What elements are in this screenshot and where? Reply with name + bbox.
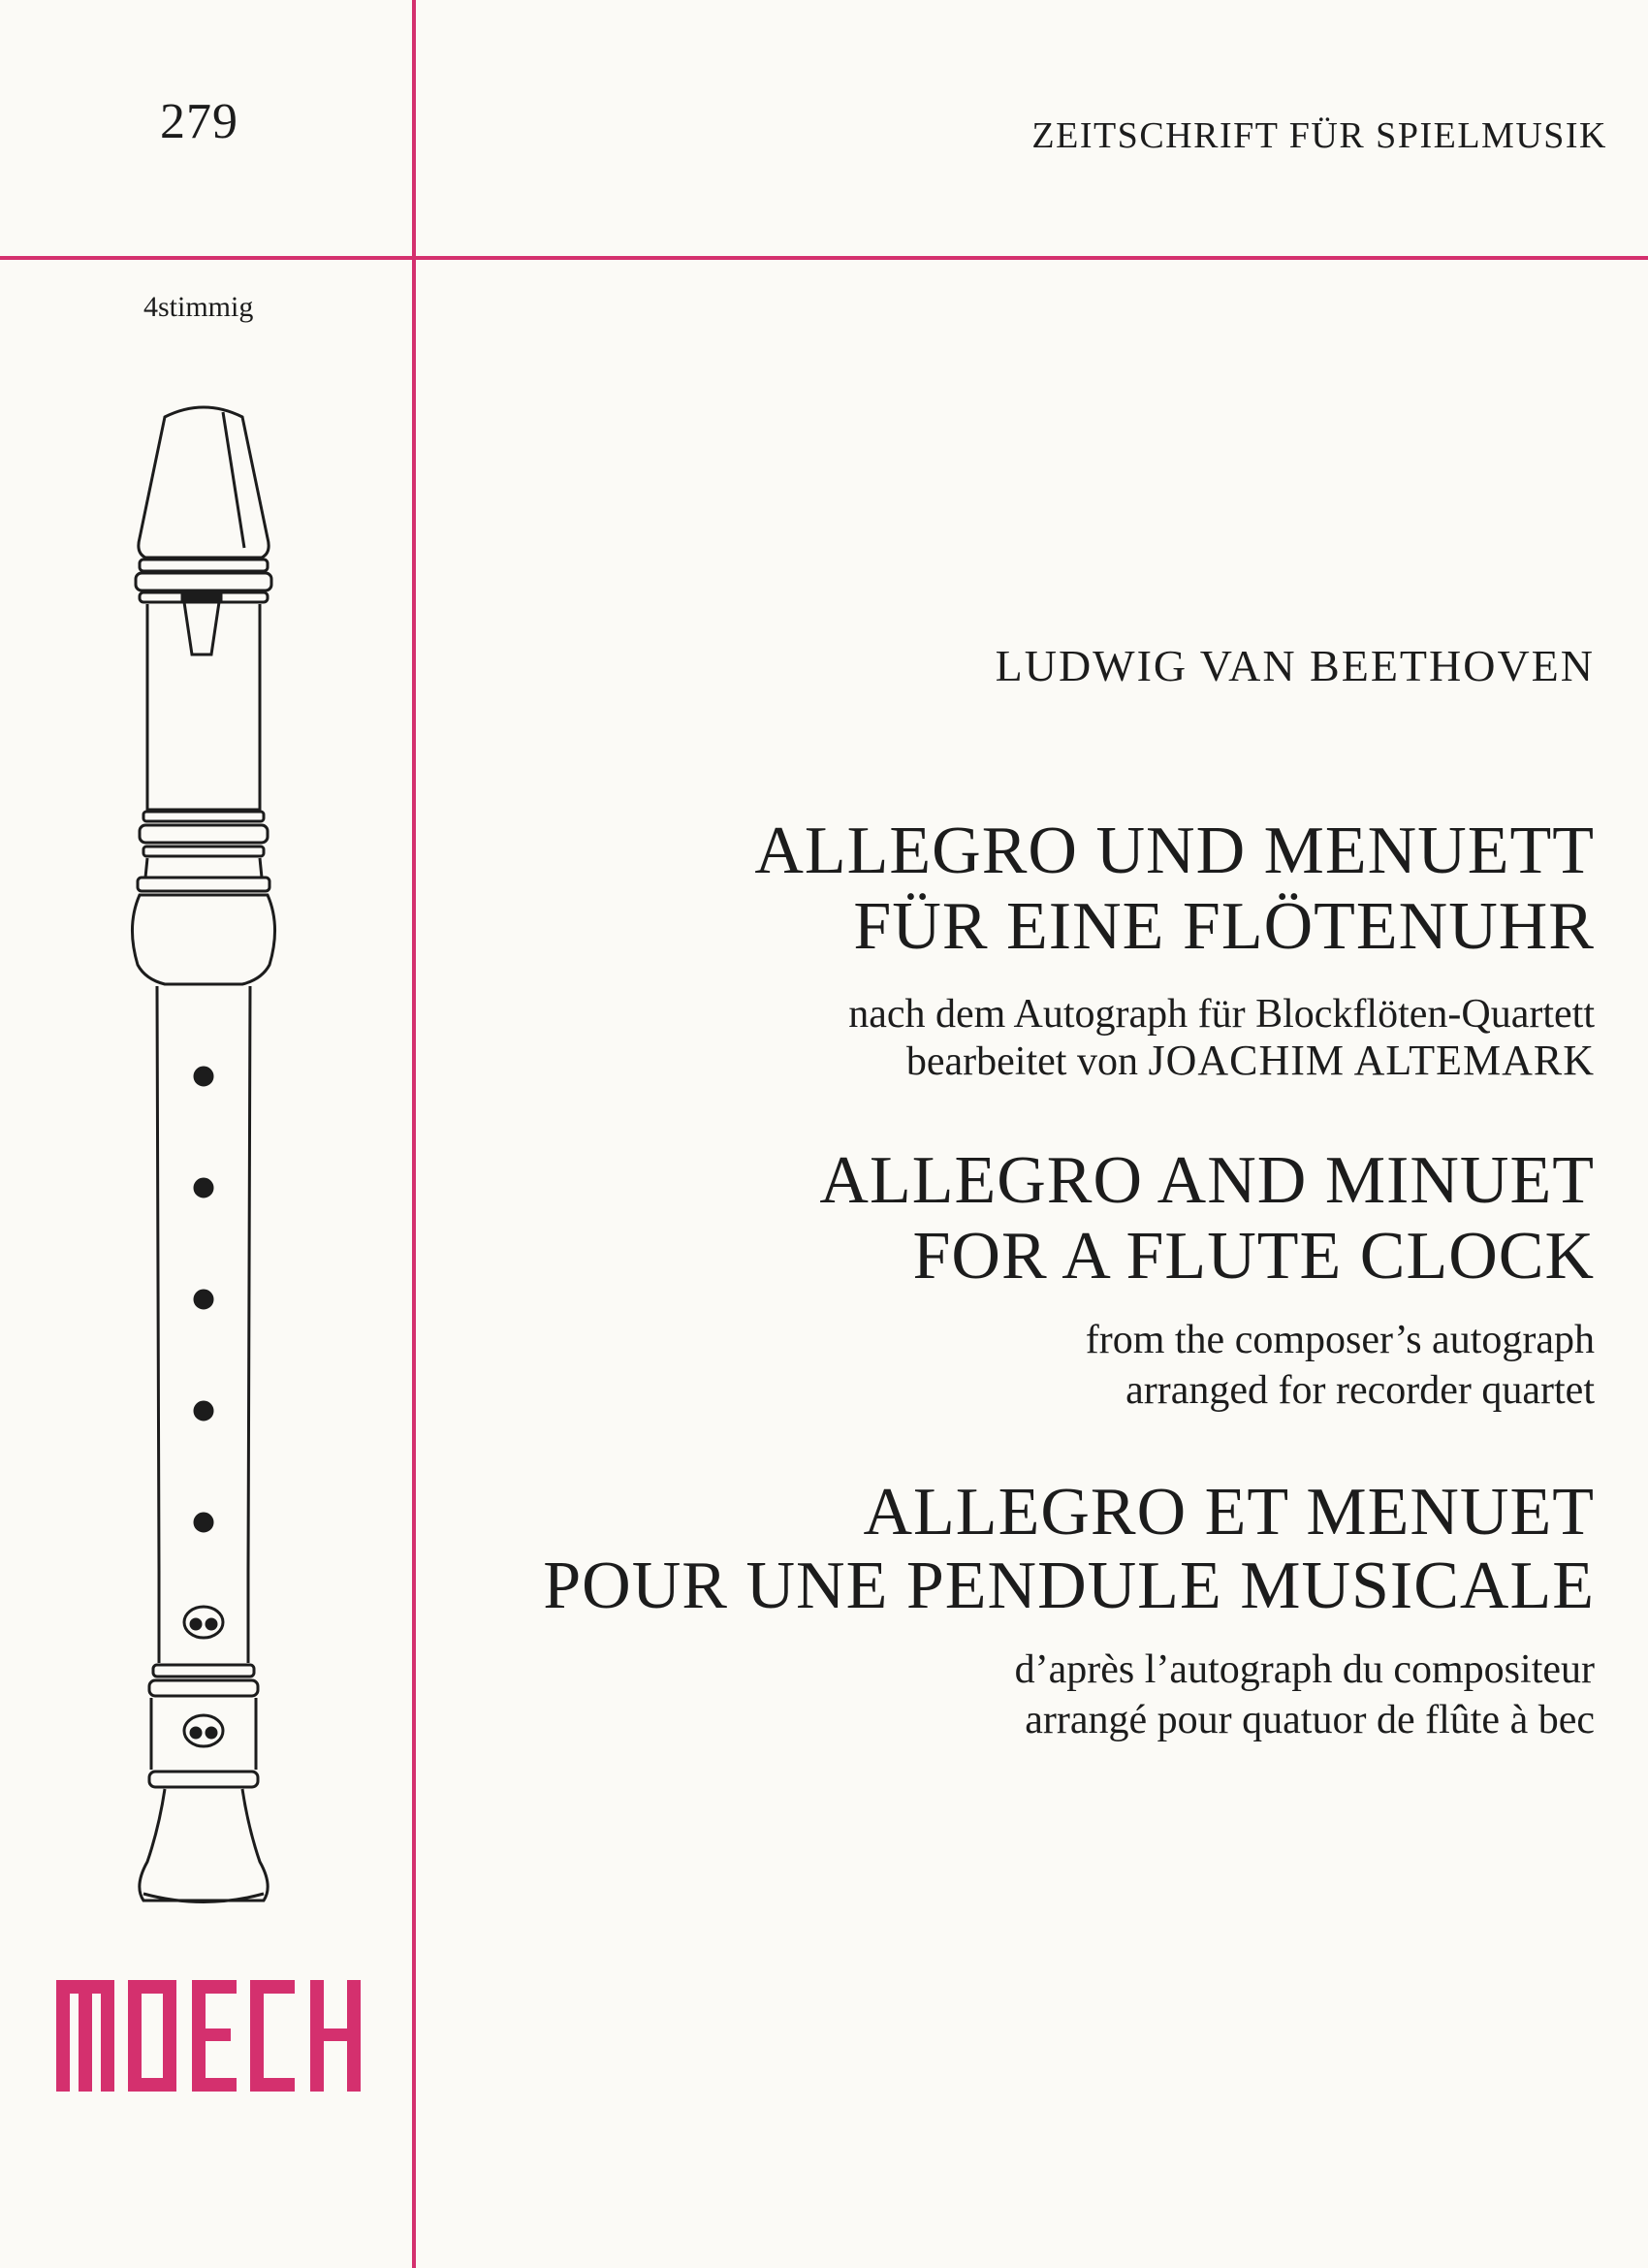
german-description-line1: nach dem Autograph für Blockflöten-Quartett xyxy=(848,992,1595,1037)
french-description-line1: d’après l’autograph du compositeur xyxy=(1014,1647,1595,1692)
french-title-line2: POUR UNE PENDULE MUSICALE xyxy=(543,1549,1595,1623)
english-description-line2: arranged for recorder quartet xyxy=(1125,1368,1595,1413)
series-title: ZEITSCHRIFT FÜR SPIELMUSIK xyxy=(1031,115,1607,156)
voices-label: 4stimmig xyxy=(143,291,254,323)
french-title-line1: ALLEGRO ET MENUET xyxy=(863,1475,1595,1549)
english-title-line2: FOR A FLUTE CLOCK xyxy=(912,1219,1595,1294)
german-description-line2 xyxy=(906,1036,1595,1085)
german-title-line1: ALLEGRO UND MENUETT xyxy=(754,814,1595,888)
issue-number: 279 xyxy=(160,94,238,149)
horizontal-rule xyxy=(0,256,1648,260)
arranged-by-label: bearbeitet von xyxy=(905,1039,1138,1084)
english-title-line1: ALLEGRO AND MINUET xyxy=(819,1143,1595,1218)
recorder-icon xyxy=(126,393,281,1915)
moeck-logo xyxy=(56,1980,376,2096)
arranger-name: JOACHIM ALTEMARK xyxy=(1148,1037,1595,1084)
german-title-line2: FÜR EINE FLÖTENUHR xyxy=(853,889,1595,964)
vertical-rule xyxy=(412,0,416,2268)
french-description-line2: arrangé pour quatuor de flûte à bec xyxy=(1025,1698,1595,1742)
composer-name: LUDWIG VAN BEETHOVEN xyxy=(995,641,1595,690)
english-description-line1: from the composer’s autograph xyxy=(1085,1318,1595,1362)
